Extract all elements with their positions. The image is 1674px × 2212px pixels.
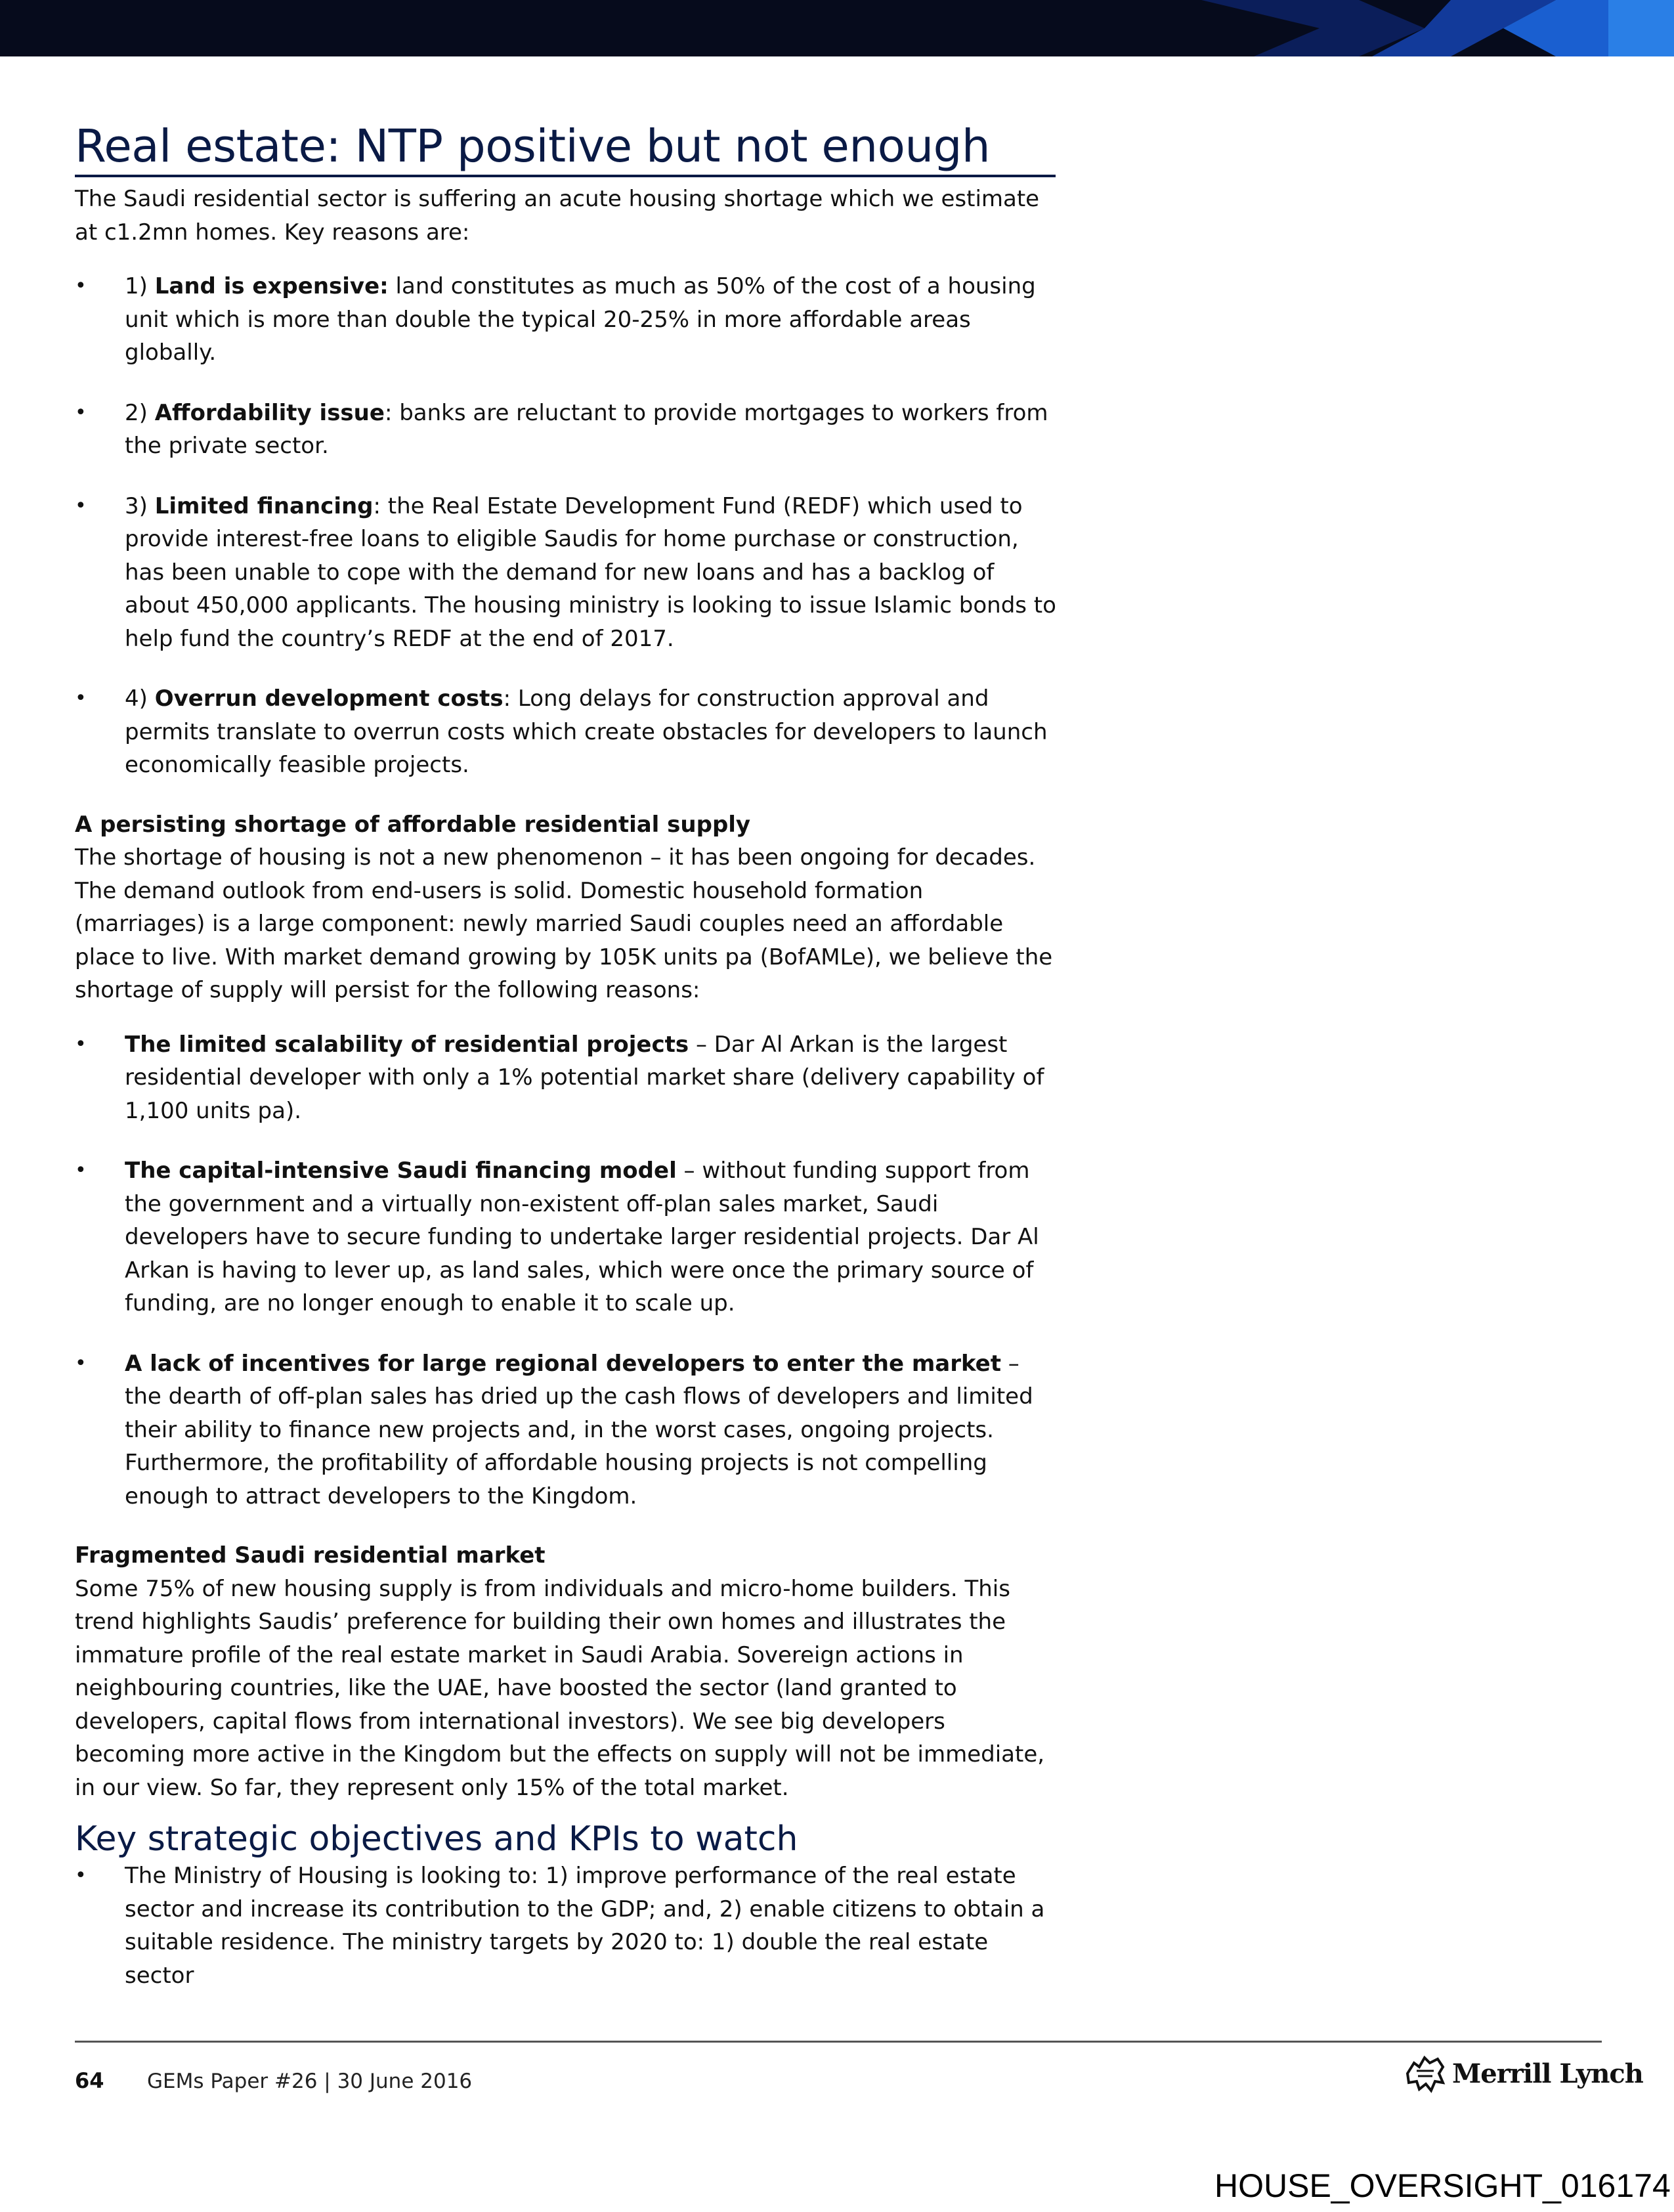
list-item: • 4) Overrun development costs: Long delays for construction approval and permits translate to overrun costs which create obstacles for developers to launch economically feasible projects. — [75, 682, 1060, 782]
header-banner — [0, 0, 1674, 56]
section-heading-shortage: A persisting shortage of affordable residential supply — [75, 811, 751, 838]
page-title: Real estate: NTP positive but not enough — [75, 118, 1056, 177]
section-body-fragmented: Some 75% of new housing supply is from individuals and micro-home builders. This trend highlights Saudis’ preference for building their own homes and illustrates the immature profile of the real estate market in Saudi Arabia. Sovereign actions in neighbouring countries, like the UAE, have boosted the sector (land granted to developers, capital flows from international investors). We see big developers becoming more active in the Kingdom but the effects on supply will not be immediate, in our view. So far, they represent only 15% of the total market. — [75, 1575, 1045, 1801]
list-item: • The capital-intensive Saudi financing model – without funding support from the government and a virtually non-existent off-plan sales market, Saudi developers have to secure funding to undertake larger residential projects. Dar Al Arkan is having to lever up, as land sales, which were once the primary source of funding, are no longer enough to enable it to scale up. — [75, 1154, 1060, 1320]
section-body-shortage: The shortage of housing is not a new phenomenon – it has been ongoing for decades. The demand outlook from end-users is solid. Domestic household formation (marriages) is a large component: newly married Saudi couples need an affordable place to live. With market demand growing by 105K units pa (BofAMLe), we believe the shortage of supply will persist for the following reasons: — [75, 844, 1053, 1003]
section-heading-kpis: Key strategic objectives and KPIs to watch — [75, 1819, 798, 1859]
list-item: • A lack of incentives for large regional developers to enter the market – the dearth of off-plan sales has dried up the cash flows of developers and limited their ability to finance new projects and, in the worst cases, ongoing projects. Furthermore, the profitability of affordable housing projects is not compelling enough to attract developers to the Kingdom. — [75, 1347, 1060, 1513]
banner-graphic — [1083, 0, 1674, 56]
list-item: • The limited scalability of residential projects – Dar Al Arkan is the largest residential developer with only a 1% potential market share (delivery capability of 1,100 units pa). — [75, 1028, 1060, 1128]
publication-info: GEMs Paper #26 | 30 June 2016 — [147, 2070, 473, 2093]
list-item: • 2) Affordability issue: banks are reluctant to provide mortgages to workers from the private sector. — [75, 397, 1060, 463]
list-item: • The Ministry of Housing is looking to: 1) improve performance of the real estate sector and increase its contribution to the GDP; and, 2) enable citizens to obtain a suitable residence. The ministry targets by 2020 to: 1) double the real estate sector — [75, 1859, 1060, 1992]
bull-icon — [1405, 2054, 1446, 2093]
list-item: • 3) Limited financing: the Real Estate Development Fund (REDF) which used to provide interest-free loans to eligible Saudis for home purchase or construction, has been unable to cope with the demand for new loans and has a backlog of about 450,000 applicants. The housing ministry is looking to issue Islamic bonds to help fund the country’s REDF at the end of 2017. — [75, 490, 1060, 656]
document-id: HOUSE_OVERSIGHT_016174 — [1214, 2167, 1671, 2204]
footer-divider — [75, 2041, 1602, 2043]
kpi-list — [75, 1859, 1060, 1992]
merrill-lynch-logo — [1405, 2054, 1643, 2093]
page-number: 64 — [75, 2068, 104, 2093]
shortage-reasons-list — [75, 1028, 1060, 1513]
article — [75, 118, 1060, 1992]
list-item: • 1) Land is expensive: land constitutes as much as 50% of the cost of a housing unit which is more than double the typical 20-25% in more affordable areas globally. — [75, 270, 1060, 370]
logo-wordmark: Merrill Lynch — [1452, 2058, 1643, 2089]
intro-paragraph: The Saudi residential sector is suffering an acute housing shortage which we estimate at c1.2mn homes. Key reasons are: — [75, 186, 1040, 246]
reasons-list — [75, 270, 1060, 782]
section-heading-fragmented: Fragmented Saudi residential market — [75, 1542, 546, 1569]
